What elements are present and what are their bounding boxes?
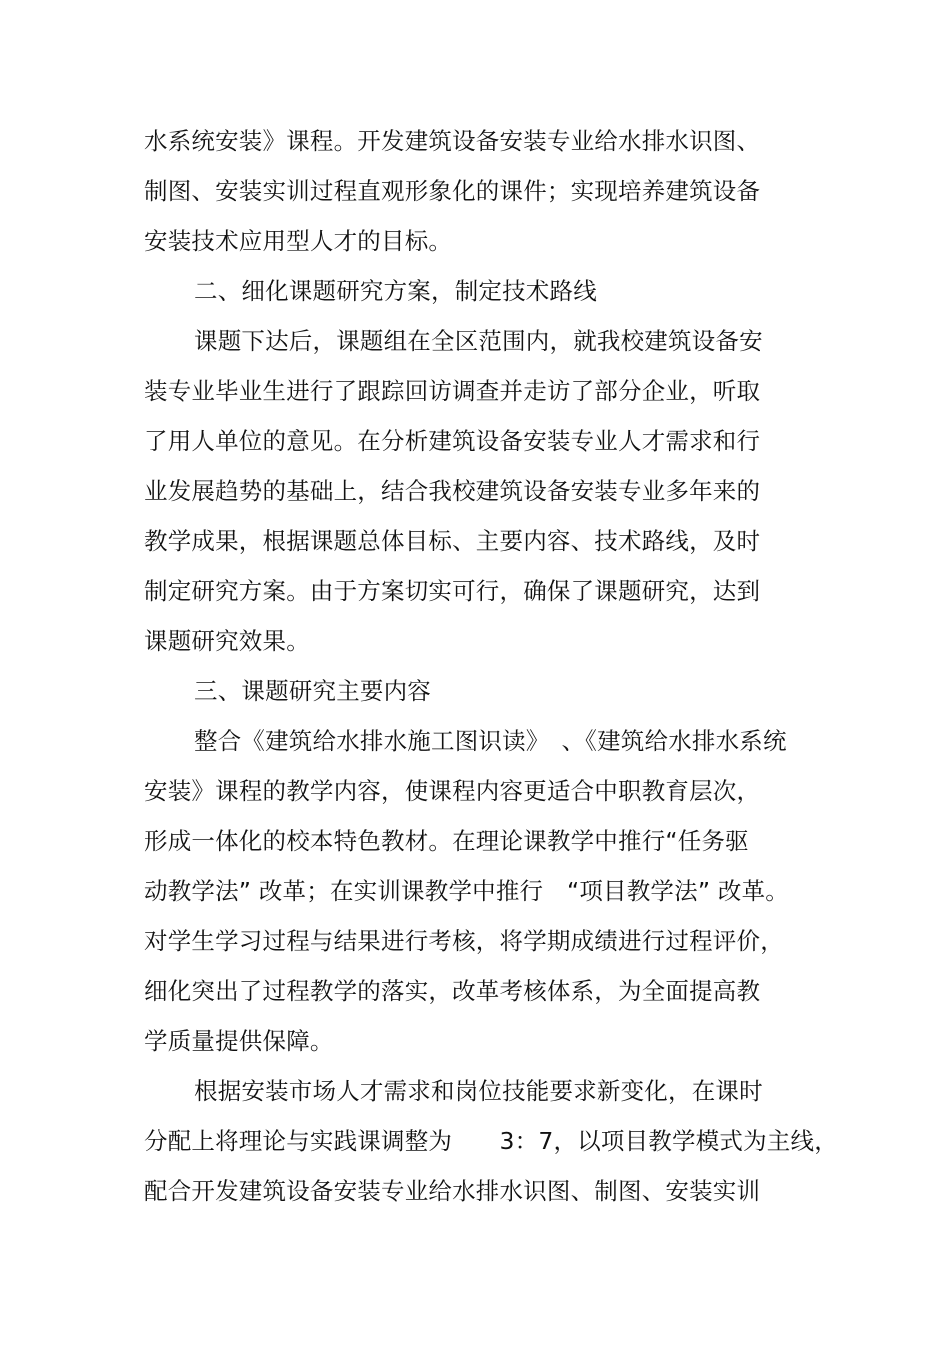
text-line: 细化突出了过程教学的落实，改革考核体系，为全面提高教	[144, 977, 761, 1005]
section-heading: 二、细化课题研究方案，制定技术路线	[194, 277, 597, 305]
text-line: 装专业毕业生进行了跟踪回访调查并走访了部分企业，听取	[144, 377, 761, 405]
text-line: 制定研究方案。由于方案切实可行，确保了课题研究，达到	[144, 577, 761, 605]
text-line: 分配上将理论与实践课调整为 3：7，以项目教学模式为主线，	[144, 1127, 838, 1155]
text-line: 整合《建筑给水排水施工图识读》 、《建筑给水排水系统	[194, 727, 787, 755]
text-line: 业发展趋势的基础上，结合我校建筑设备安装专业多年来的	[144, 477, 761, 505]
text-line: 配合开发建筑设备安装专业给水排水识图、制图、安装实训	[144, 1177, 761, 1205]
text-line: 根据安装市场人才需求和岗位技能要求新变化，在课时	[194, 1077, 763, 1105]
text-line: 水系统安装》课程。开发建筑设备安装专业给水排水识图、	[144, 127, 761, 155]
text-line: 安装》课程的教学内容，使课程内容更适合中职教育层次，	[144, 777, 761, 805]
text-line: 教学成果，根据课题总体目标、主要内容、技术路线，及时	[144, 527, 761, 555]
text-line: 了用人单位的意见。在分析建筑设备安装专业人才需求和行	[144, 427, 761, 455]
text-line: 形成一体化的校本特色教材。在理论课教学中推行“任务驱	[144, 827, 749, 855]
text-line: 课题下达后，课题组在全区范围内，就我校建筑设备安	[194, 327, 763, 355]
text-line: 制图、安装实训过程直观形象化的课件；实现培养建筑设备	[144, 177, 761, 205]
text-line: 学质量提供保障。	[144, 1027, 334, 1055]
text-line: 对学生学习过程与结果进行考核，将学期成绩进行过程评价，	[144, 927, 784, 955]
text-line: 安装技术应用型人才的目标。	[144, 227, 453, 255]
section-heading: 三、课题研究主要内容	[194, 677, 431, 705]
text-line: 课题研究效果。	[144, 627, 310, 655]
text-line: 动教学法” 改革；在实训课教学中推行 “项目教学法” 改革。	[144, 877, 789, 905]
